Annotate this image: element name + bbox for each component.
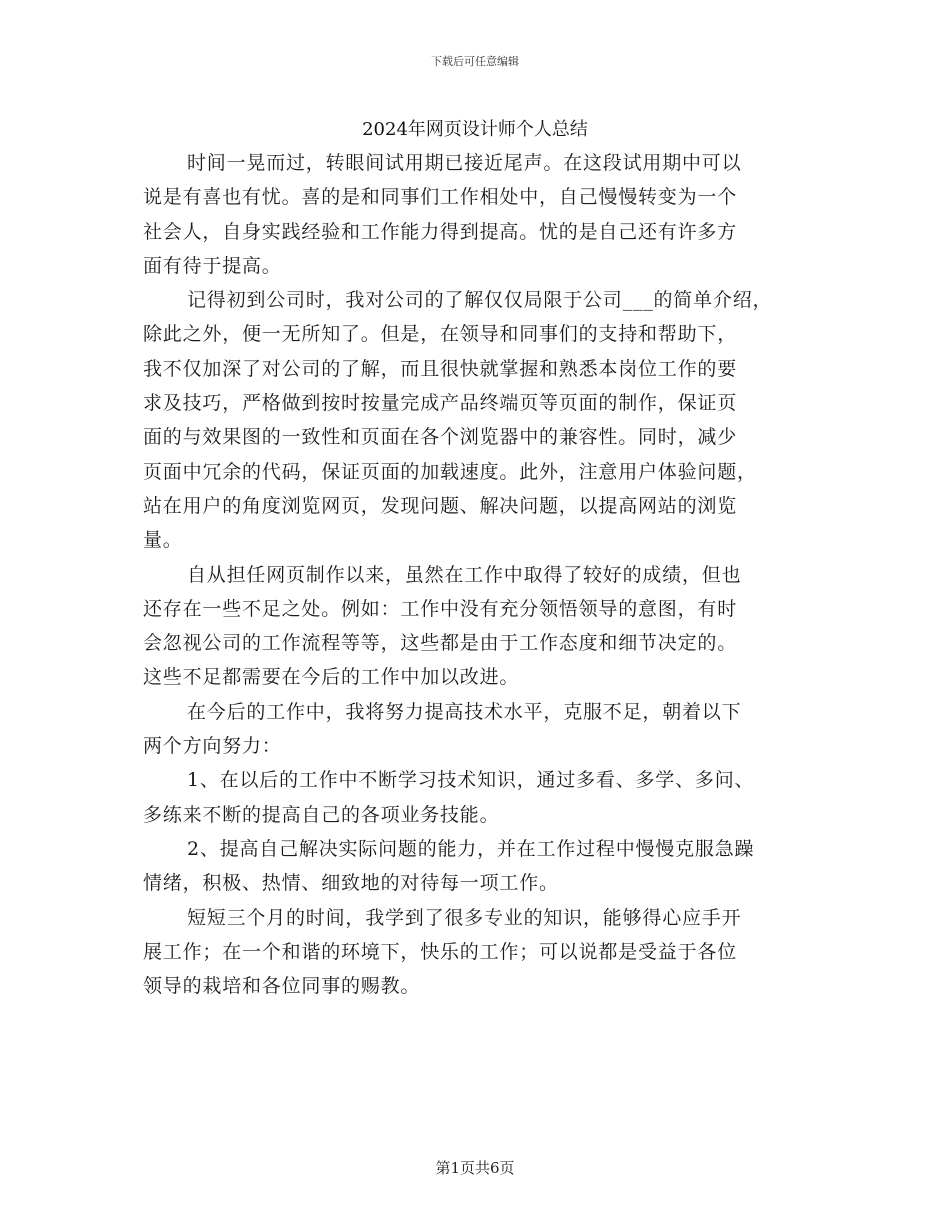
body-line: 页面中冗余的代码，保证页面的加载速度。此外，注意用户体验问题， xyxy=(143,460,757,483)
document-body xyxy=(143,146,823,1003)
body-line: 展工作；在一个和谐的环境下，快乐的工作；可以说都是受益于各位 xyxy=(143,940,738,963)
download-edit-note: 下载后可任意编辑 xyxy=(431,55,519,68)
body-line: 还存在一些不足之处。例如：工作中没有充分领悟领导的意图，有时 xyxy=(143,597,738,620)
page-number: 第1页共6页 xyxy=(435,1159,515,1177)
body-line: 时间一晃而过，转眼间试用期已接近尾声。在这段试用期中可以 xyxy=(187,152,742,174)
body-line: 面有待于提高。 xyxy=(143,254,282,277)
body-line: 社会人，自身实践经验和工作能力得到提高。忧的是自己还有许多方 xyxy=(143,220,738,243)
body-line: 求及技巧，严格做到按时按量完成产品终端页等页面的制作，保证页 xyxy=(143,392,738,415)
body-line: 站在用户的角度浏览网页，发现问题、解决问题，以提高网站的浏览 xyxy=(143,494,738,517)
body-line: 自从担任网页制作以来，虽然在工作中取得了较好的成绩，但也 xyxy=(187,563,742,586)
body-line: 除此之外，便一无所知了。但是，在领导和同事们的支持和帮助下， xyxy=(143,323,738,346)
body-line: 量。 xyxy=(143,529,183,552)
body-line: 会忽视公司的工作流程等等，这些都是由于工作态度和细节决定的。 xyxy=(143,632,738,655)
body-line: 记得初到公司时，我对公司的了解仅仅局限于公司___的简单介绍， xyxy=(187,289,773,312)
body-line: 面的与效果图的一致性和页面在各个浏览器中的兼容性。同时，减少 xyxy=(143,426,738,449)
body-line: 在今后的工作中，我将努力提高技术水平，克服不足，朝着以下 xyxy=(187,700,742,723)
body-line: 情绪，积极、热情、细致地的对待每一项工作。 xyxy=(143,872,559,895)
body-line: 我不仅加深了对公司的了解，而且很快就掌握和熟悉本岗位工作的要 xyxy=(143,357,738,380)
body-line: 1、在以后的工作中不断学习技术知识，通过多看、多学、多问、 xyxy=(187,769,755,792)
body-line: 短短三个月的时间，我学到了很多专业的知识，能够得心应手开 xyxy=(187,906,742,929)
body-line: 多练来不断的提高自己的各项业务技能。 xyxy=(143,803,500,826)
body-line: 说是有喜也有忧。喜的是和同事们工作相处中，自己慢慢转变为一个 xyxy=(143,186,738,209)
body-line: 2、提高自己解决实际问题的能力，并在工作过程中慢慢克服急躁 xyxy=(187,837,755,860)
body-line: 领导的栽培和各位同事的赐教。 xyxy=(143,975,421,998)
body-line: 这些不足都需要在今后的工作中加以改进。 xyxy=(143,666,520,689)
body-line: 两个方向努力： xyxy=(143,735,282,758)
document-title: 2024年网页设计师个人总结 xyxy=(362,119,588,140)
